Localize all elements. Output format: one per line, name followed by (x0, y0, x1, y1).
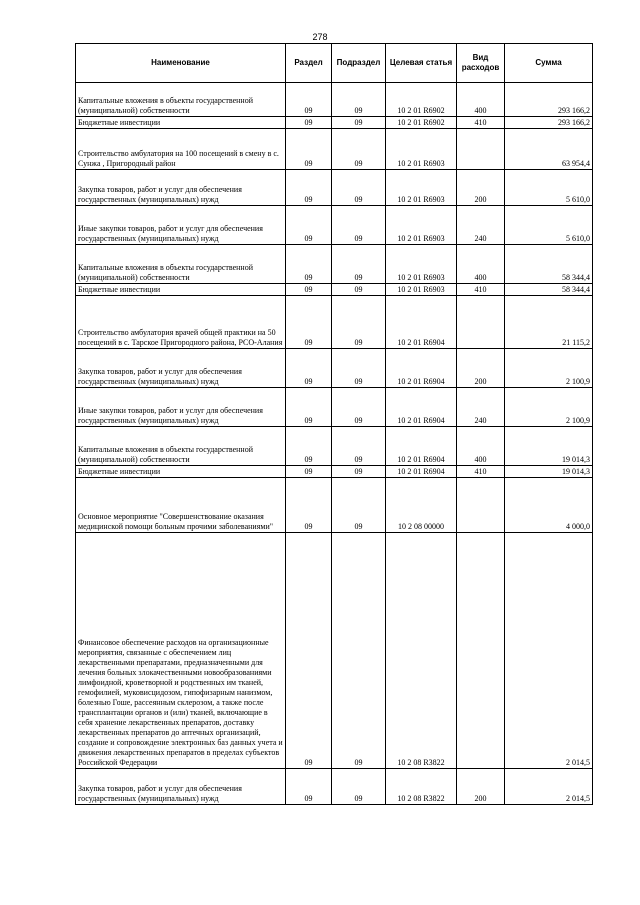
cell-target: 10 2 01 R6903 (386, 170, 457, 206)
cell-section: 09 (286, 388, 332, 427)
cell-section: 09 (286, 296, 332, 349)
cell-sum: 5 610,0 (505, 170, 593, 206)
table-row (76, 427, 593, 466)
cell-subsection: 09 (332, 284, 386, 296)
cell-subsection: 09 (332, 466, 386, 478)
cell-sum: 2 014,5 (505, 533, 593, 769)
header-expense-type: Вид расходов (457, 44, 505, 83)
table-row (76, 388, 593, 427)
cell-subsection: 09 (332, 117, 386, 129)
cell-expense-type (457, 533, 505, 769)
cell-target: 10 2 01 R6904 (386, 427, 457, 466)
cell-name: Закупка товаров, работ и услуг для обеспечения государственных (муниципальных) нужд (76, 170, 286, 206)
cell-expense-type: 240 (457, 206, 505, 245)
cell-name: Основное мероприятие "Совершенствование оказания медицинской помощи больным прочими заболеваниями" (76, 478, 286, 533)
cell-section: 09 (286, 206, 332, 245)
cell-expense-type: 410 (457, 117, 505, 129)
table-row (76, 245, 593, 284)
cell-section: 09 (286, 478, 332, 533)
header-subsection: Подраздел (332, 44, 386, 83)
cell-expense-type: 400 (457, 427, 505, 466)
cell-target: 10 2 01 R6903 (386, 284, 457, 296)
cell-sum: 58 344,4 (505, 245, 593, 284)
cell-target: 10 2 01 R6904 (386, 349, 457, 388)
table-header-row (76, 44, 593, 83)
cell-expense-type: 200 (457, 170, 505, 206)
cell-target: 10 2 08 R3822 (386, 533, 457, 769)
cell-target: 10 2 01 R6904 (386, 466, 457, 478)
cell-section: 09 (286, 466, 332, 478)
table-row (76, 466, 593, 478)
cell-name: Строительство амбулатория врачей общей практики на 50 посещений в с. Тарское Пригородного района, РСО-Алания (76, 296, 286, 349)
cell-section: 09 (286, 83, 332, 117)
cell-name: Капитальные вложения в объекты государственной (муниципальной) собственности (76, 245, 286, 284)
cell-target: 10 2 01 R6903 (386, 129, 457, 170)
table-row (76, 478, 593, 533)
budget-table (75, 43, 593, 805)
cell-subsection: 09 (332, 427, 386, 466)
cell-section: 09 (286, 245, 332, 284)
cell-expense-type: 400 (457, 83, 505, 117)
cell-subsection: 09 (332, 206, 386, 245)
cell-subsection: 09 (332, 349, 386, 388)
table-row (76, 206, 593, 245)
cell-subsection: 09 (332, 478, 386, 533)
cell-subsection: 09 (332, 769, 386, 805)
page-number: 278 (312, 32, 328, 42)
cell-sum: 293 166,2 (505, 117, 593, 129)
cell-name: Иные закупки товаров, работ и услуг для обеспечения государственных (муниципальных) нужд (76, 206, 286, 245)
table-row (76, 533, 593, 769)
cell-expense-type: 200 (457, 769, 505, 805)
cell-target: 10 2 08 00000 (386, 478, 457, 533)
cell-expense-type: 410 (457, 284, 505, 296)
cell-section: 09 (286, 349, 332, 388)
cell-expense-type (457, 296, 505, 349)
cell-sum: 2 100,9 (505, 388, 593, 427)
cell-section: 09 (286, 284, 332, 296)
cell-section: 09 (286, 769, 332, 805)
cell-target: 10 2 01 R6902 (386, 117, 457, 129)
cell-target: 10 2 01 R6904 (386, 296, 457, 349)
cell-subsection: 09 (332, 296, 386, 349)
cell-sum: 58 344,4 (505, 284, 593, 296)
cell-expense-type: 240 (457, 388, 505, 427)
cell-target: 10 2 08 R3822 (386, 769, 457, 805)
header-section: Раздел (286, 44, 332, 83)
cell-name: Капитальные вложения в объекты государственной (муниципальной) собственности (76, 83, 286, 117)
header-target: Целевая статья (386, 44, 457, 83)
cell-sum: 293 166,2 (505, 83, 593, 117)
cell-name: Бюджетные инвестиции (76, 466, 286, 478)
cell-subsection: 09 (332, 245, 386, 284)
cell-name: Капитальные вложения в объекты государственной (муниципальной) собственности (76, 427, 286, 466)
cell-sum: 2 014,5 (505, 769, 593, 805)
cell-sum: 2 100,9 (505, 349, 593, 388)
table-row (76, 349, 593, 388)
cell-expense-type: 400 (457, 245, 505, 284)
cell-sum: 4 000,0 (505, 478, 593, 533)
cell-name: Бюджетные инвестиции (76, 284, 286, 296)
table-row (76, 117, 593, 129)
cell-section: 09 (286, 117, 332, 129)
header-name: Наименование (76, 44, 286, 83)
cell-subsection: 09 (332, 170, 386, 206)
cell-section: 09 (286, 533, 332, 769)
table-row (76, 769, 593, 805)
cell-section: 09 (286, 129, 332, 170)
cell-sum: 19 014,3 (505, 427, 593, 466)
cell-subsection: 09 (332, 388, 386, 427)
cell-section: 09 (286, 170, 332, 206)
cell-target: 10 2 01 R6903 (386, 245, 457, 284)
cell-name: Закупка товаров, работ и услуг для обеспечения государственных (муниципальных) нужд (76, 349, 286, 388)
cell-name: Иные закупки товаров, работ и услуг для обеспечения государственных (муниципальных) нужд (76, 388, 286, 427)
cell-section: 09 (286, 427, 332, 466)
cell-expense-type: 410 (457, 466, 505, 478)
cell-sum: 63 954,4 (505, 129, 593, 170)
cell-name: Бюджетные инвестиции (76, 117, 286, 129)
cell-subsection: 09 (332, 83, 386, 117)
table-row (76, 284, 593, 296)
cell-name: Строительство амбулатория на 100 посещений в смену в с. Сунжа , Пригородный район (76, 129, 286, 170)
cell-subsection: 09 (332, 129, 386, 170)
table-row (76, 296, 593, 349)
cell-target: 10 2 01 R6902 (386, 83, 457, 117)
table-row (76, 170, 593, 206)
table-row (76, 129, 593, 170)
cell-target: 10 2 01 R6904 (386, 388, 457, 427)
header-sum: Сумма (505, 44, 593, 83)
cell-expense-type (457, 129, 505, 170)
cell-expense-type: 200 (457, 349, 505, 388)
cell-name: Финансовое обеспечение расходов на организационные мероприятия, связанные с обеспечением лиц лекарственными препаратами, предназначенными для лечения больных злокачественными новообразованиями лимфоидной, кроветворной и родственных им тканей, гемофилией, муковисцидозом, гипофизарным нанизмом, болезнью Гоше, рассеянным склерозом, а также после трансплантации органов и (или) тканей, включающие в себя хранение лекарственных препаратов, доставку лекарственных препаратов до аптечных организаций, создание и сопровождение электронных баз данных учета и движения лекарственных препаратов в пределах субъектов Российской Федерации (76, 533, 286, 769)
cell-sum: 19 014,3 (505, 466, 593, 478)
cell-sum: 21 115,2 (505, 296, 593, 349)
cell-target: 10 2 01 R6903 (386, 206, 457, 245)
table-row (76, 83, 593, 117)
cell-subsection: 09 (332, 533, 386, 769)
cell-sum: 5 610,0 (505, 206, 593, 245)
cell-name: Закупка товаров, работ и услуг для обеспечения государственных (муниципальных) нужд (76, 769, 286, 805)
cell-expense-type (457, 478, 505, 533)
